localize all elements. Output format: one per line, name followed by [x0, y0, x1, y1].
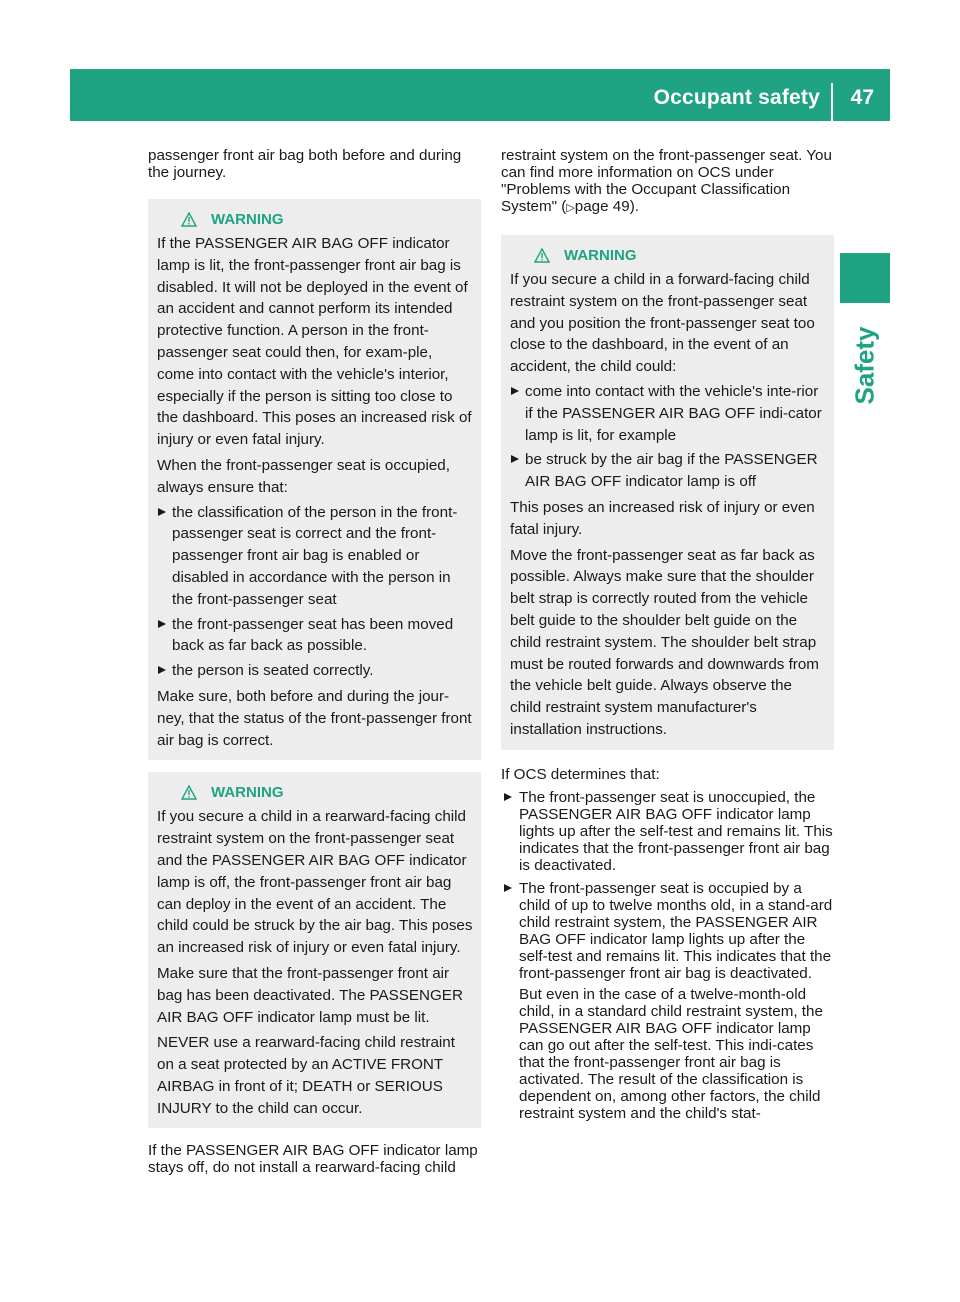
warning-box-3	[501, 235, 834, 750]
section-title: Occupant safety	[653, 86, 820, 109]
header-separator	[831, 83, 833, 121]
list-item: the classification of the person in the front-passenger seat is correct and the front-passenger front air bag is enabled or disabled in accordance with the person in the front-passenger seat	[157, 502, 473, 611]
left-column	[148, 147, 481, 1176]
warning-heading	[181, 780, 473, 804]
warning-heading	[534, 243, 826, 267]
side-tab-text: Safety	[849, 325, 880, 405]
list-item: the front-passenger seat has been moved back as far back as possible.	[157, 614, 473, 658]
right-intro-end: ).	[629, 198, 639, 215]
list-item-subtext: But even in the case of a twelve-month-old child, in a standard child restraint system, the PASSENGER AIR BAG OFF indicator lamp can go out after the self-test. This indi-cates that the front-passenger front air bag is activated. The result of the classification is dependent on, among other factors, the child restraint system and the child's stat-	[519, 985, 823, 1122]
right-intro-text: restraint system on the front-passenger seat. You can find more information on OCS under "Problems with the Occupant Classification System" (	[501, 147, 832, 215]
warning-paragraph: If you secure a child in a forward-facing child restraint system on the front-passenger seat and you position the front-passenger seat too close to the dashboard, in the event of an accident, the child could:	[510, 271, 815, 376]
list-item-text: The front-passenger seat is occupied by a child of up to twelve months old, in a stand-ard child restraint system, the PASSENGER AIR BAG OFF indicator lamp lights up after the self-test and remains lit. This indicates that the front-passenger front air bag is deactivated.	[519, 879, 833, 982]
warning-paragraph: This poses an increased risk of injury or even fatal injury.	[510, 498, 815, 538]
warning-paragraph: Make sure, both before and during the jour-ney, that the status of the front-passenger front air bag is correct.	[157, 687, 472, 749]
warning-triangle-icon	[181, 212, 197, 227]
list-item: be struck by the air bag if the PASSENGER AIR BAG OFF indicator lamp is off	[510, 449, 826, 493]
warning-title: WARNING	[211, 783, 284, 801]
list-item: the person is seated correctly.	[157, 660, 473, 682]
left-outro: If the PASSENGER AIR BAG OFF indicator lamp stays off, do not install a rearward-facing child	[148, 1142, 478, 1177]
right-intro	[501, 147, 834, 217]
right-column	[501, 147, 834, 1122]
warning-box-2	[148, 772, 481, 1128]
ocs-intro: If OCS determines that:	[501, 765, 660, 783]
warning-title: WARNING	[564, 246, 637, 264]
warning-paragraph: NEVER use a rearward-facing child restraint on a seat protected by an ACTIVE FRONT AIRBAG in front of it; DEATH or SERIOUS INJURY to the child can occur.	[157, 1034, 455, 1117]
warning-heading	[181, 207, 473, 231]
ocs-list	[501, 789, 834, 1122]
list-item: come into contact with the vehicle's inte-rior if the PASSENGER AIR BAG OFF indi-cator lamp is lit, for example	[510, 381, 826, 446]
warning-triangle-icon	[181, 785, 197, 800]
warning-bullet-list	[510, 381, 826, 493]
left-intro: passenger front air bag both before and during the journey.	[148, 147, 462, 181]
page-number: 47	[850, 86, 874, 109]
side-tab-label	[841, 310, 889, 420]
header-bar	[70, 69, 890, 121]
warning-title: WARNING	[211, 210, 284, 228]
warning-bullet-list	[157, 502, 473, 682]
page-reference-link[interactable]: page 49	[574, 198, 630, 215]
list-item	[501, 789, 834, 874]
warning-paragraph: If you secure a child in a rearward-facing child restraint system on the front-passenger seat and the PASSENGER AIR BAG OFF indicator lamp is off, the front-passenger front air bag can deploy in the event of an accident. The child could be struck by the air bag. This poses an increased risk of injury or even fatal injury.	[157, 808, 473, 957]
warning-paragraph: When the front-passenger seat is occupied, always ensure that:	[157, 456, 450, 496]
list-item-text: The front-passenger seat is unoccupied, the PASSENGER AIR BAG OFF indicator lamp lights up after the self-test and remains lit. This indicates that the front-passenger front air bag is deactivated.	[519, 788, 833, 874]
side-tab-marker	[840, 253, 890, 303]
warning-triangle-icon	[534, 248, 550, 263]
warning-paragraph: Make sure that the front-passenger front air bag has been deactivated. The PASSENGER AIR BAG OFF indicator lamp must be lit.	[157, 964, 463, 1026]
warning-paragraph: Move the front-passenger seat as far back as possible. Always make sure that the shoulder belt strap is correctly routed from the vehicle belt guide to the shoulder belt guide on the child restraint system. The shoulder belt strap must be routed forwards and downwards from the vehicle belt guide. Always observe the child restraint system manufacturer's installation instructions.	[510, 546, 819, 738]
warning-paragraph: If the PASSENGER AIR BAG OFF indicator lamp is lit, the front-passenger front air bag is disabled. It will not be deployed in the event of an accident and cannot perform its intended protective function. A person in the front-passenger seat could then, for exam-ple, come into contact with the vehicle's interior, especially if the person is sitting too close to the dashboard. This poses an increased risk of injury or even fatal injury.	[157, 235, 472, 449]
list-item	[501, 880, 834, 1122]
warning-box-1	[148, 199, 481, 760]
page-reference-arrow-icon: ▷	[566, 202, 575, 214]
